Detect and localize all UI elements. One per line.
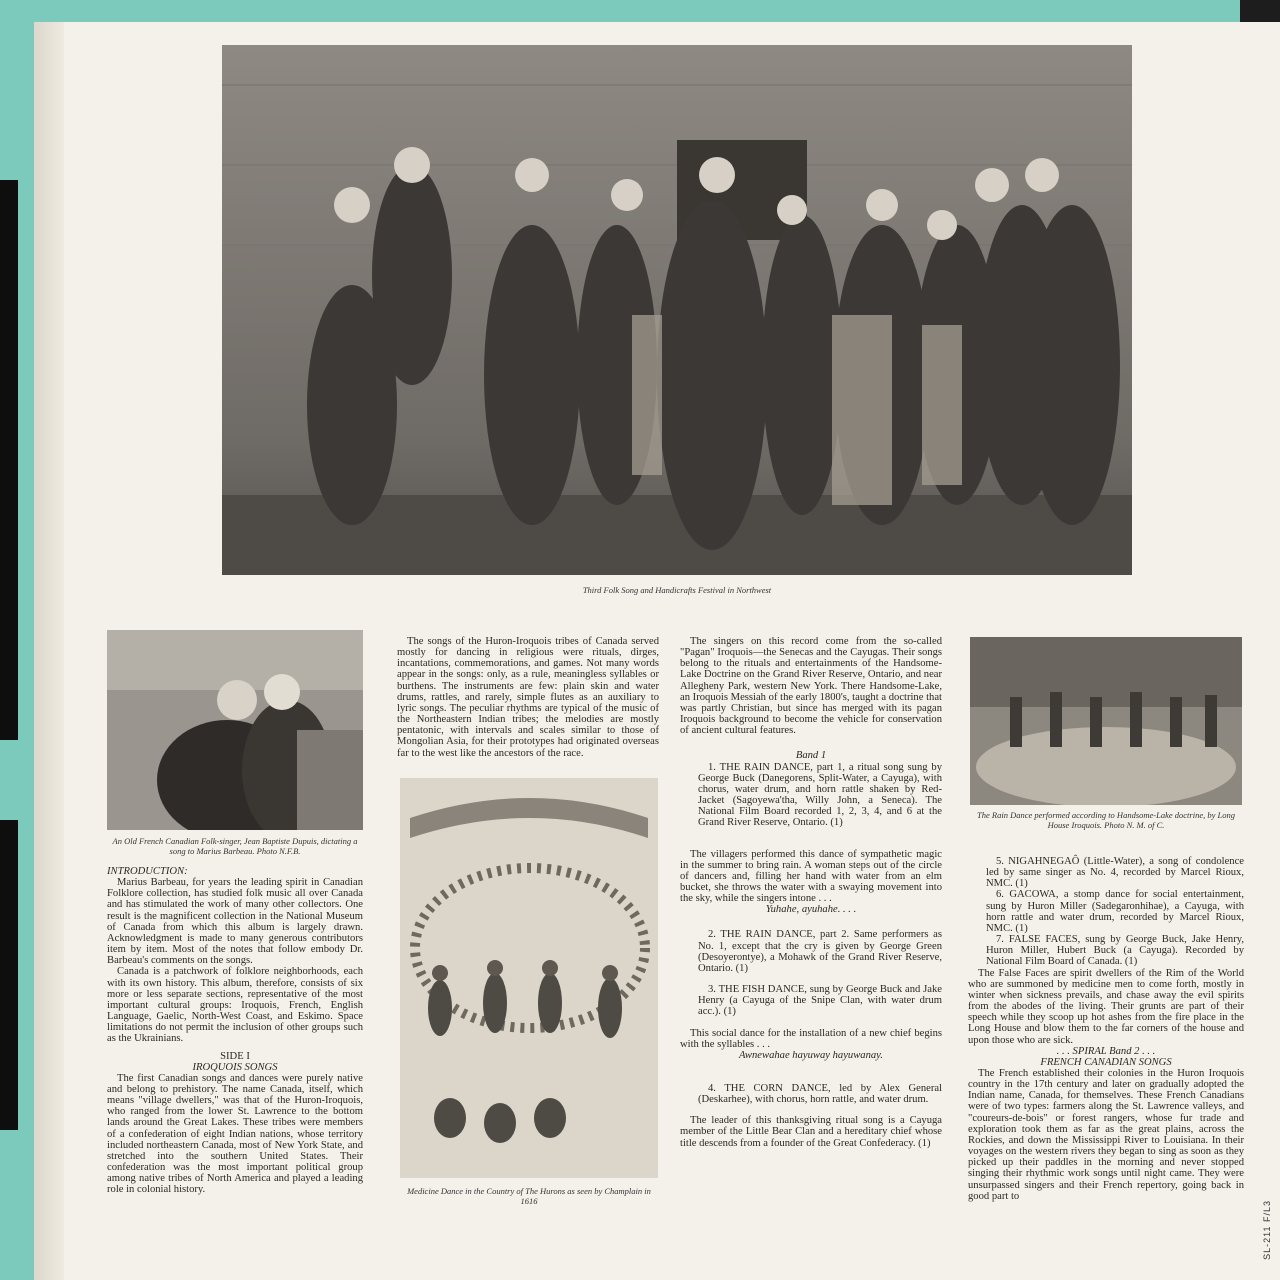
corner-dark [1240, 0, 1280, 22]
column-singers [680, 636, 942, 1149]
songs-paragraph: The songs of the Huron-Iroquois tribes of Canada served mostly for dancing in religious were rituals, dirges, incantations, commemorations, and games. Not many words appear in the songs: only, as a rule, meaningless syllables or burthens. The instruments are few: plain skin and water drums, rattles, and rarely, simple flutes as an auxiliary to lyric songs. The peculiar rhythms are typical of the music of the Northeastern Indian tribes; the melodies are mostly pentatonic, with intervals and scales similar to those of Mongolian Asia, for their prototypes had originated overseas far to the west like the ancestors of the race. [397, 636, 659, 759]
intro-paragraph-3: The first Canadian songs and dances were purely native and belong to prehistory. The name Canada, itself, which means "village dwellers," was that of the Huron-Iroquois, who ranged from the lower St. Lawrence to the bottom lands around the Great Lakes. These tribes were members of a confederation of eight Indian nations, whose territory included northeastern Canada, most of New York State, and stretched into the southern United States. Their confederation was the most important political group among native tribes of North America and played a leading role in colonial history. [107, 1072, 363, 1196]
intro-paragraph-1: Marius Barbeau, for years the leading spirit in Canadian Folklore collection, has studied folk music all over Canada and has stimulated the work of many other collectors. One result is the magnificent collection in the National Museum of Canada from which this album is largely drawn. Acknowledgment is made to many generous contributors item by item. Most of the notes that follow embody Dr. Barbeau's comments on the songs. [107, 877, 363, 967]
track-3: 3. THE FISH DANCE, sung by George Buck and Jake Henry (a Cayuga of the Snipe Clan, with water drum acc.). (1) [698, 984, 942, 1018]
column-tracks [968, 856, 1244, 1202]
spiral-band-2: . . . SPIRAL Band 2 . . . [1056, 1045, 1156, 1057]
rain-dance-paragraph: The villagers performed this dance of sympathetic magic in the summer to bring rain. A woman steps out of the circle of dancers and, filling her hand with water from an elm bucket, she throws the water with a swaying movement into the sky, while the singers intone . . . [680, 848, 942, 905]
track-6: 6. GACOWA, a stomp dance for social entertainment, sung by Huron Miller (Sadegaronhihae), a Cayuga, with horn rattle and water drum, recorded by Marcel Rioux, NMC. (1) [986, 889, 1244, 934]
festival-photo [222, 45, 1132, 575]
intro-paragraph-2: Canada is a patchwork of folklore neighborhoods, each with its own history. This album, therefore, consists of six more or less separate sections, representative of the most important cultural groups: Iroquois, French, English Language, Gaelic, North-West Coast, and Eskimo. Space limitations do not permit the inclusion of other groups such as the Ukrainians. [107, 966, 363, 1045]
photo-caption-right: The Rain Dance performed according to Handsome-Lake doctrine, by Long House Iroquois. Photo N. M. of C. [977, 810, 1235, 830]
engraving-caption: Medicine Dance in the Country of The Hurons as seen by Champlain in 1616 [407, 1186, 651, 1206]
photo-caption-top: Third Folk Song and Handicrafts Festival in Northwest [582, 585, 772, 595]
iroquois-heading: IROQUOIS SONGS [192, 1061, 278, 1073]
chant-1: Yuhahe, ayuhahe. . . . [765, 904, 857, 916]
teal-border-top [0, 0, 1280, 22]
track-5: 5. NIGAHNEGAÔ (Little-Water), a song of condolence led by same singer as No. 4, recorded by Marcel Rioux, NMC. (1) [986, 856, 1244, 890]
track-2: 2. THE RAIN DANCE, part 2. Same performers as No. 1, except that the cry is given by George Green (Desoyerontye), a Mohawk of the Grand River Reserve, Ontario. (1) [698, 929, 942, 974]
french-heading: FRENCH CANADIAN SONGS [1040, 1056, 1172, 1068]
rain-dance-photo [970, 637, 1242, 805]
corn-dance-paragraph: The leader of this thanksgiving ritual song is a Cayuga member of the Little Bear Clan and a hereditary chief whose title descends from a founder of the Great Confederacy. (1) [680, 1115, 942, 1149]
teal-border-left [0, 0, 34, 1280]
chant-2: Awnewahae hayuway hayuwanay. [739, 1049, 883, 1061]
column-songs [397, 636, 659, 759]
band-1-heading: Band 1 [795, 750, 827, 762]
track-1: 1. THE RAIN DANCE, part 1, a ritual song sung by George Buck (Danegorens, Split-Water, a Cayuga), with chorus, water drum, and horn rattle shaken by Red-Jacket (Sagoyewa'tha, Willy John, a Seneca). The National Film Board recorded 1, 2, 3, 4, and 6 at the Grand River Reserve, Ontario. (1) [698, 761, 942, 829]
catalog-number: SL-211 F/L3 [1262, 1200, 1272, 1260]
intro-heading: INTRODUCTION: [107, 866, 188, 877]
false-faces-paragraph: The False Faces are spirit dwellers of the Rim of the World who are summoned by medicine men to come forth, mostly in winter when sickness prevails, and chase away the evil spirits from the abodes of the living. Their grunts are part of their speech while they scoop up hot ashes from the fire place in the Long House and blow them to the far corners of the house and upon those who are sick. [968, 967, 1244, 1046]
side-heading: SIDE I [220, 1050, 250, 1062]
photo-caption-left: An Old French Canadian Folk-singer, Jean Baptiste Dupuis, dictating a song to Marius Barbeau. Photo N.F.B. [112, 836, 358, 856]
album-spine [34, 22, 64, 1280]
track-7: 7. FALSE FACES, sung by George Buck, Jake Henry, Huron Miller, Hubert Buck (a Cayuga). Recorded by National Film Board of Canada. (1) [986, 934, 1244, 968]
fish-dance-paragraph: This social dance for the installation of a new chief begins with the syllables . . . [680, 1027, 942, 1050]
folksinger-photo [107, 630, 363, 830]
column-introduction [107, 866, 363, 1196]
singers-paragraph: The singers on this record come from the so-called "Pagan" Iroquois—the Senecas and the Cayugas. Their songs belong to the rituals and entertainments of the Handsome-Lake Doctrine on the Grand River Reserve, Ontario, and near Allegheny Park, western New York. There Handsome-Lake, an Iroquois Messiah of the early 1800's, taught a doctrine that was partly Christian, but since has merged with its pagan Iroquois background to become the vehicle for conservation of ancient cultural features. [680, 636, 942, 737]
french-paragraph: The French established their colonies in the Huron Iroquois country in the 17th century and later on gradually adopted the Indian name, Canada, for themselves. These French Canadians were of two types: farmers along the St. Lawrence valleys, and "coureurs-de-bois" or forest rangers, whose fur trade and exploration took them as far as the great plains, across the Rockies, and down the Mississippi River to Louisiana. In their voyages on the western rivers they began to sing as soon as they picked up their paddles in the morning and never stopped singing their rhythmic work songs until night came. They were unsurpassed singers and their French repertory, going back in good part to [968, 1067, 1244, 1202]
track-4: 4. THE CORN DANCE, led by Alex General (Deskarhee), with chorus, horn rattle, and water drum. [698, 1083, 942, 1106]
medicine-dance-engraving [400, 778, 658, 1178]
